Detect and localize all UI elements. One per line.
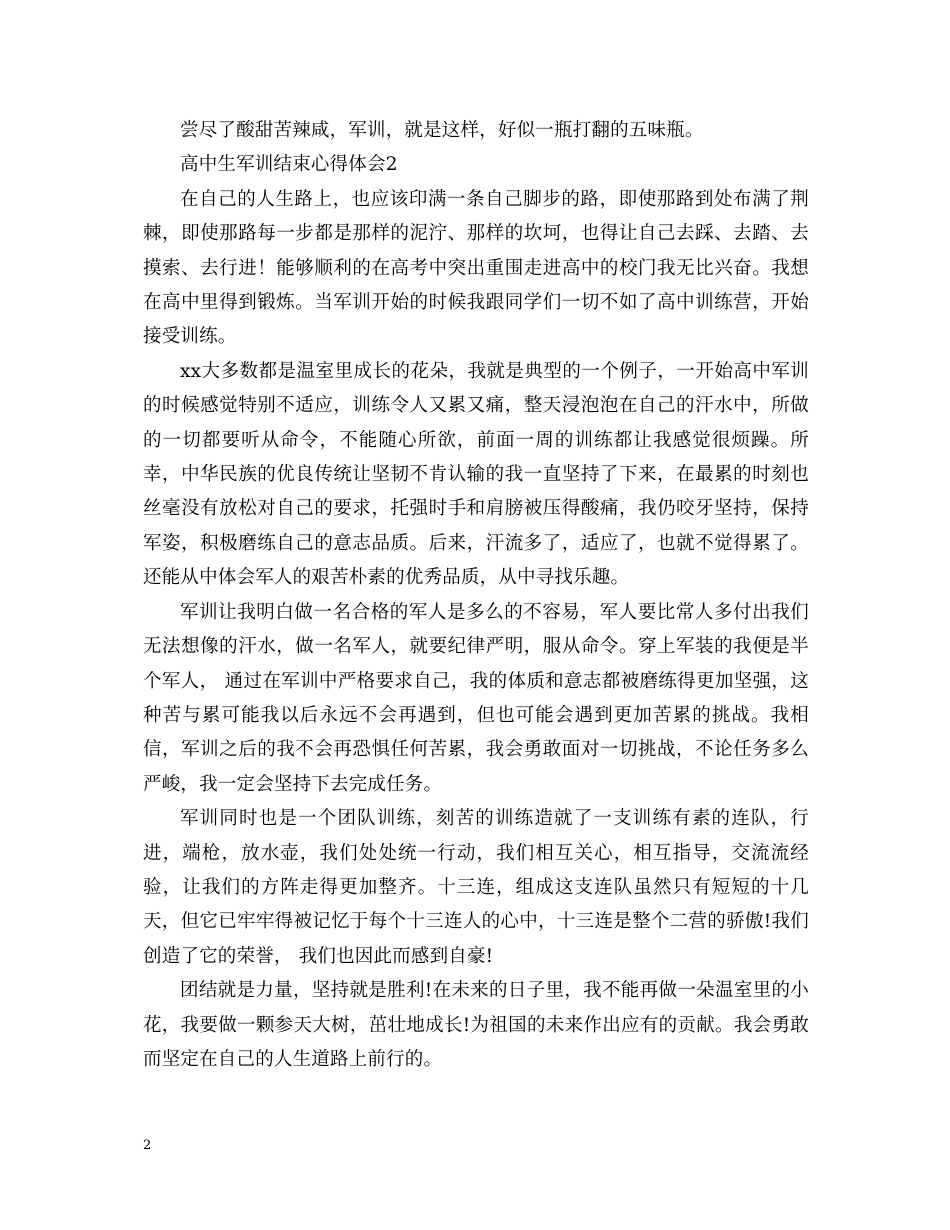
page-number: 2 [143,1138,152,1153]
paragraph-5: 团结就是力量，坚持就是胜利!在未来的日子里，我不能再做一朵温室里的小花，我要做一颗参天大树，茁壮地成长!为祖国的未来作出应有的贡献。我会勇敢而坚定在自己的人生道路上前行的。 [143,980,809,1070]
paragraph-1: 在自己的人生路上，也应该印满一条自己脚步的路，即使那路到处布满了荆棘，即使那路每一步都是那样的泥泞、那样的坎坷，也得让自己去踩、去踏、去摸索、去行进！能够顺利的在高考中突出重围走进高中的校门我无比兴奋。我想在高中里得到锻炼。当军训开始的时候我跟同学们一切不如了高中训练营，开始接受训练。 [143,188,809,348]
section-heading: 高中生军训结束心得体会2 [180,154,398,176]
paragraph-intro-end: 尝尽了酸甜苦辣咸，军训，就是这样，好似一瓶打翻的五味瓶。 [180,120,704,141]
paragraph-4: 军训同时也是一个团队训练，刻苦的训练造就了一支训练有素的连队，行进，端枪，放水壶，我们处处统一行动，我们相互关心，相互指导，交流流经验，让我们的方阵走得更加整齐。十三连，组成这支连队虽然只有短短的十几天，但它已牢牢得被记忆于每个十三连人的心中，十三连是整个二营的骄傲!我们创造了它的荣誉， 我们也因此而感到自豪! [143,808,809,967]
paragraph-2: xx大多数都是温室里成长的花朵，我就是典型的一个例子，一开始高中军训的时候感觉特别不适应，训练令人又累又痛，整天浸泡泡在自己的汗水中，所做的一切都要听从命令，不能随心所欲，前面一周的训练都让我感觉很烦躁。所幸，中华民族的优良传统让坚韧不肯认输的我一直坚持了下来，在最累的时刻也丝毫没有放松对自己的要求，托强时手和肩膀被压得酸痛，我仍咬牙坚持，保持军姿，积极磨练自己的意志品质。后来，汗流多了，适应了，也就不觉得累了。 还能从中体会军人的艰苦朴素的优秀品质，从中寻找乐趣。 [143,360,809,589]
paragraph-3: 军训让我明白做一名合格的军人是多么的不容易，军人要比常人多付出我们无法想像的汗水，做一名军人，就要纪律严明，服从命令。穿上军装的我便是半个军人， 通过在军训中严格要求自己，我的体质和意志都被磨练得更加坚强，这种苦与累可能我以后永远不会再遇到，但也可能会遇到更加苦累的挑战。我相信，军训之后的我不会再恐惧任何苦累，我会勇敢面对一切挑战，不论任务多么严峻，我一定会坚持下去完成任务。 [143,601,809,795]
body-text [143,114,809,1077]
